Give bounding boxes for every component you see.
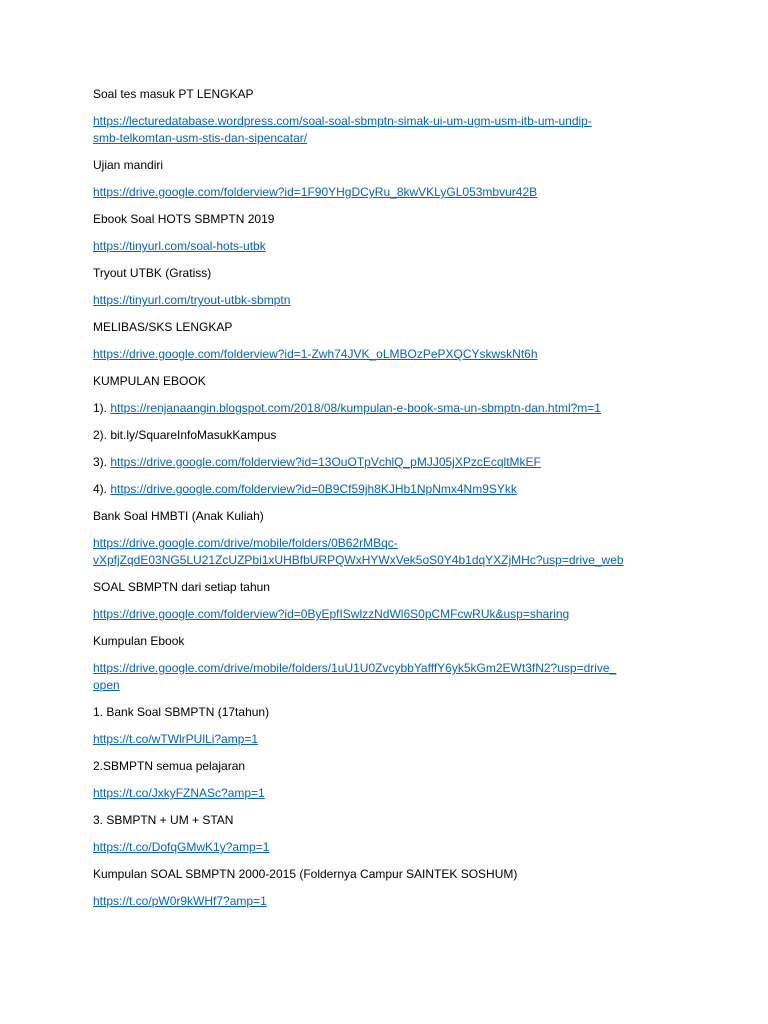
section-heading: SOAL SBMPTN dari setiap tahun [93, 580, 270, 594]
url-link-continuation[interactable]: vXpfjZqdE03NG5LU21ZcUZPbi1xUHBfbURPQWxHYWxVek5oS0Y4b1dqYXZjMHc?usp=drive_web [93, 553, 624, 567]
link-line [93, 785, 693, 802]
url-link[interactable]: https://tinyurl.com/soal-hots-utbk [93, 239, 266, 253]
section-heading: Bank Soal HMBTI (Anak Kuliah) [93, 509, 264, 523]
url-link[interactable]: https://t.co/JxkyFZNASc?amp=1 [93, 786, 265, 800]
url-link[interactable]: https://t.co/wTWlrPUlLi?amp=1 [93, 732, 259, 746]
link-line [93, 660, 693, 694]
section-heading: Kumpulan Ebook [93, 634, 185, 648]
link-line [93, 893, 693, 910]
section-heading: Soal tes masuk PT LENGKAP [93, 87, 254, 101]
numbered-text-line: 2). bit.ly/SquareInfoMasukKampus [93, 428, 277, 442]
link-line [93, 535, 693, 569]
url-link-continuation[interactable]: smb-telkomtan-usm-stis-dan-sipencatar/ [93, 131, 308, 145]
url-link[interactable]: https://renjanaangin.blogspot.com/2018/08/kumpulan-e-book-sma-un-sbmptn-dan.html?m=1 [110, 401, 601, 415]
url-link[interactable]: https://t.co/pW0r9kWHf7?amp=1 [93, 894, 267, 908]
url-link[interactable]: https://drive.google.com/folderview?id=1-Zwh74JVK_oLMBOzPePXQCYskwskNt6h [93, 347, 538, 361]
section-heading: 2.SBMPTN semua pelajaran [93, 759, 246, 773]
list-number: 4). [93, 482, 111, 496]
link-line [93, 731, 693, 748]
section-heading: MELIBAS/SKS LENGKAP [93, 320, 233, 334]
url-link[interactable]: https://t.co/DofqGMwK1y?amp=1 [93, 840, 270, 854]
numbered-link-line [93, 400, 693, 417]
url-link-continuation[interactable]: open [93, 678, 120, 692]
section-heading: Ebook Soal HOTS SBMPTN 2019 [93, 212, 275, 226]
url-link[interactable]: https://drive.google.com/folderview?id=1F90YHgDCyRu_8kwVKLyGL053mbvur42B [93, 185, 538, 199]
section-heading: KUMPULAN EBOOK [93, 374, 206, 388]
document-page [93, 86, 693, 920]
link-line [93, 292, 693, 309]
url-link[interactable]: https://tinyurl.com/tryout-utbk-sbmptn [93, 293, 291, 307]
link-line [93, 839, 693, 856]
numbered-link-line [93, 481, 693, 498]
section-heading: Ujian mandiri [93, 158, 164, 172]
link-line [93, 113, 693, 147]
numbered-link-line [93, 454, 693, 471]
url-link[interactable]: https://lecturedatabase.wordpress.com/soal-soal-sbmptn-simak-ui-um-ugm-usm-itb-um-undip- [93, 114, 592, 128]
url-link[interactable]: https://drive.google.com/folderview?id=0ByEpfISwlzzNdWl6S0pCMFcwRUk&usp=sharing [93, 607, 570, 621]
section-heading: Kumpulan SOAL SBMPTN 2000-2015 (Foldernya Campur SAINTEK SOSHUM) [93, 867, 518, 881]
list-number: 1). [93, 401, 111, 415]
list-number: 3). [93, 455, 111, 469]
url-link[interactable]: https://drive.google.com/drive/mobile/folders/0B62rMBqc- [93, 536, 398, 550]
link-line [93, 346, 693, 363]
link-line [93, 238, 693, 255]
url-link[interactable]: https://drive.google.com/folderview?id=0B9Cf59jh8KJHb1NpNmx4Nm9SYkk [110, 482, 517, 496]
section-heading: Tryout UTBK (Gratiss) [93, 266, 212, 280]
section-heading: 1. Bank Soal SBMPTN (17tahun) [93, 705, 270, 719]
url-link[interactable]: https://drive.google.com/folderview?id=13OuOTpVchlQ_pMJJ05jXPzcEcqltMkEF [110, 455, 541, 469]
link-line [93, 184, 693, 201]
url-link[interactable]: https://drive.google.com/drive/mobile/folders/1uU1U0ZvcybbYafffY6yk5kGm2EWt3fN2?usp=drive_ [93, 661, 617, 675]
section-heading: 3. SBMPTN + UM + STAN [93, 813, 234, 827]
link-line [93, 606, 693, 623]
